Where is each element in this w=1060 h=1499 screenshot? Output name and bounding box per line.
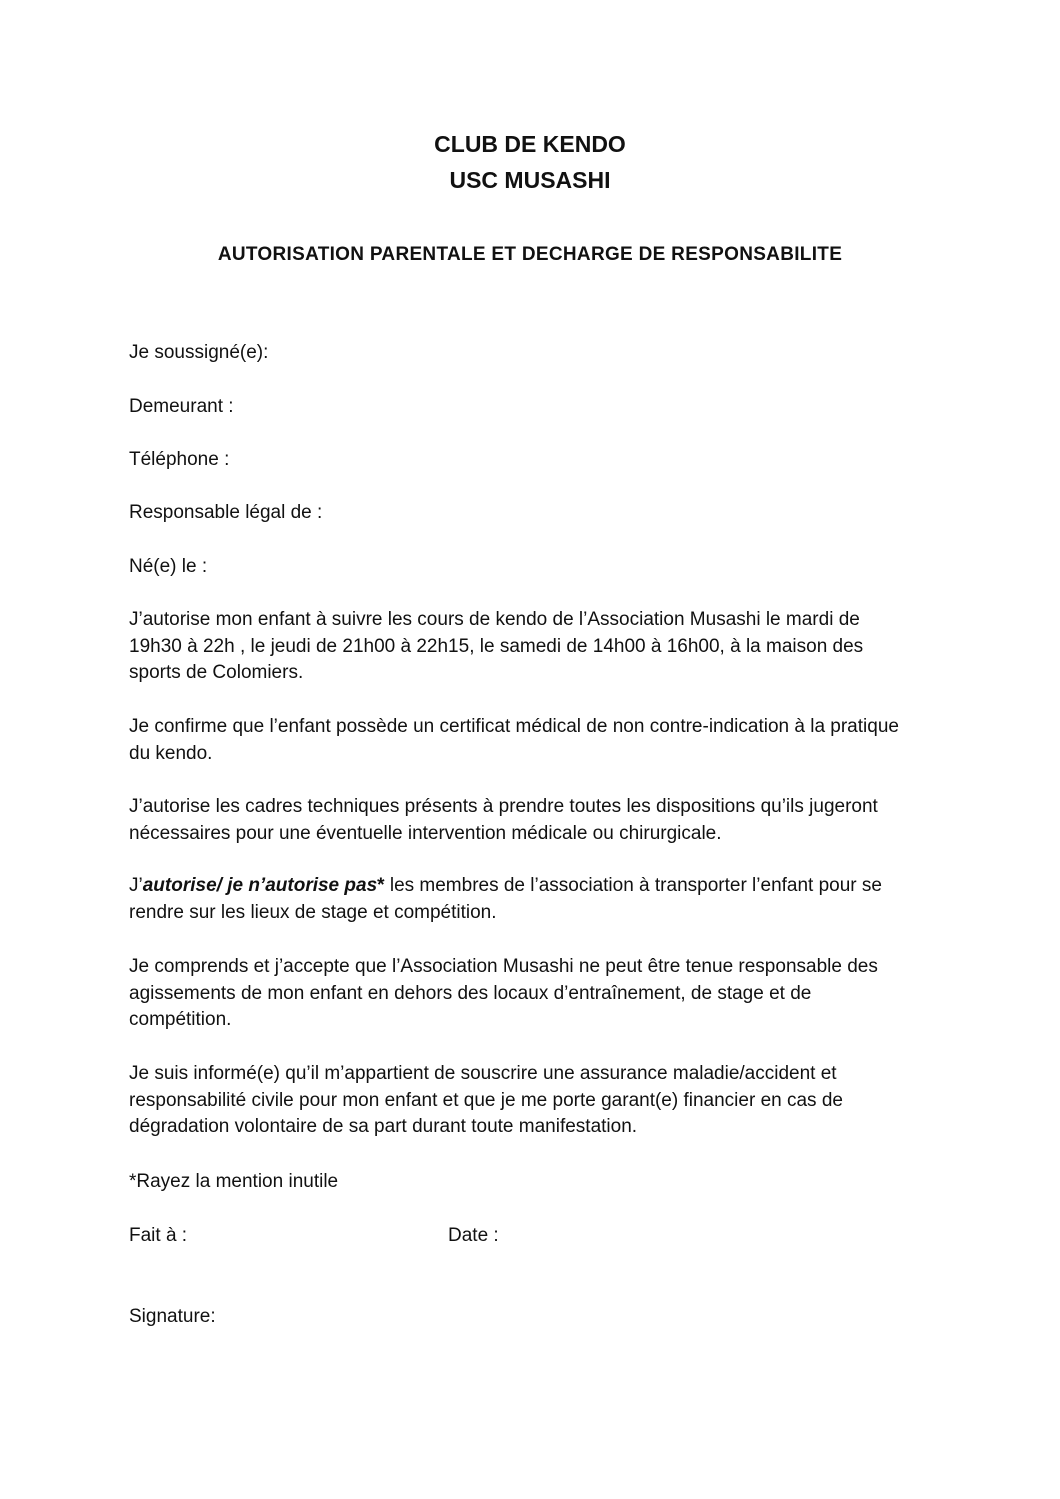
paragraph-intervention <box>129 794 929 847</box>
document-title: AUTORISATION PARENTALE ET DECHARGE DE RESPONSABILITE <box>217 244 843 265</box>
paragraph-line: sports de Colomiers. <box>129 662 304 683</box>
field-signature: Signature: <box>129 1306 216 1327</box>
paragraph-line: du kendo. <box>129 742 213 764</box>
paragraph-certificat <box>129 714 929 767</box>
footnote: *Rayez la mention inutile <box>129 1171 339 1192</box>
paragraph-responsabilite <box>129 954 929 1034</box>
paragraph-line: Je comprends et j’accepte que l’Association Musashi ne peut être tenue responsable des <box>129 956 878 977</box>
paragraph-line: nécessaires pour une éventuelle intervention médicale ou chirurgicale. <box>129 822 722 844</box>
paragraph-cours <box>129 607 929 687</box>
paragraph-line: responsabilité civile pour mon enfant et que je me porte garant(e) financier en cas de <box>129 1089 843 1111</box>
field-soussigne: Je soussigné(e): <box>129 342 269 363</box>
transport-choice: autorise/ je n’autorise pas <box>142 875 378 896</box>
field-date: Date : <box>448 1225 499 1246</box>
field-date-naissance: Né(e) le : <box>129 556 208 577</box>
paragraph-line: Je suis informé(e) qu’il m’appartient de souscrire une assurance maladie/accident et <box>129 1063 837 1084</box>
field-responsable-legal: Responsable légal de : <box>129 502 323 523</box>
transport-prefix: J’ <box>129 875 143 896</box>
paragraph-line: dégradation volontaire de sa part durant toute manifestation. <box>129 1116 638 1137</box>
paragraph-line: compétition. <box>129 1009 232 1030</box>
paragraph-line: rendre sur les lieux de stage et compétition. <box>129 901 497 923</box>
field-demeurant: Demeurant : <box>129 396 234 417</box>
paragraph-assurance <box>129 1061 929 1141</box>
club-title: CLUB DE KENDO <box>434 131 626 157</box>
field-telephone: Téléphone : <box>129 449 230 470</box>
paragraph-line: J’autorise les cadres techniques présents à prendre toutes les dispositions qu’ils jugeront <box>129 796 878 817</box>
paragraph-line: 19h30 à 22h , le jeudi de 21h00 à 22h15, le samedi de 14h00 à 16h00, à la maison des <box>129 635 864 657</box>
paragraph-line: Je confirme que l’enfant possède un certificat médical de non contre-indication à la pratique <box>129 716 899 737</box>
paragraph-line: agissements de mon enfant en dehors des locaux d’entraînement, de stage et de <box>129 982 812 1004</box>
club-name: USC MUSASHI <box>449 167 611 193</box>
transport-asterisk: * <box>377 875 385 896</box>
field-fait-a: Fait à : <box>129 1225 188 1246</box>
transport-rest: les membres de l’association à transporter l’enfant pour se <box>384 875 882 896</box>
paragraph-transport <box>129 873 929 926</box>
paragraph-line: J’autorise mon enfant à suivre les cours de kendo de l’Association Musashi le mardi de <box>129 609 860 630</box>
paragraph-line <box>129 873 929 900</box>
